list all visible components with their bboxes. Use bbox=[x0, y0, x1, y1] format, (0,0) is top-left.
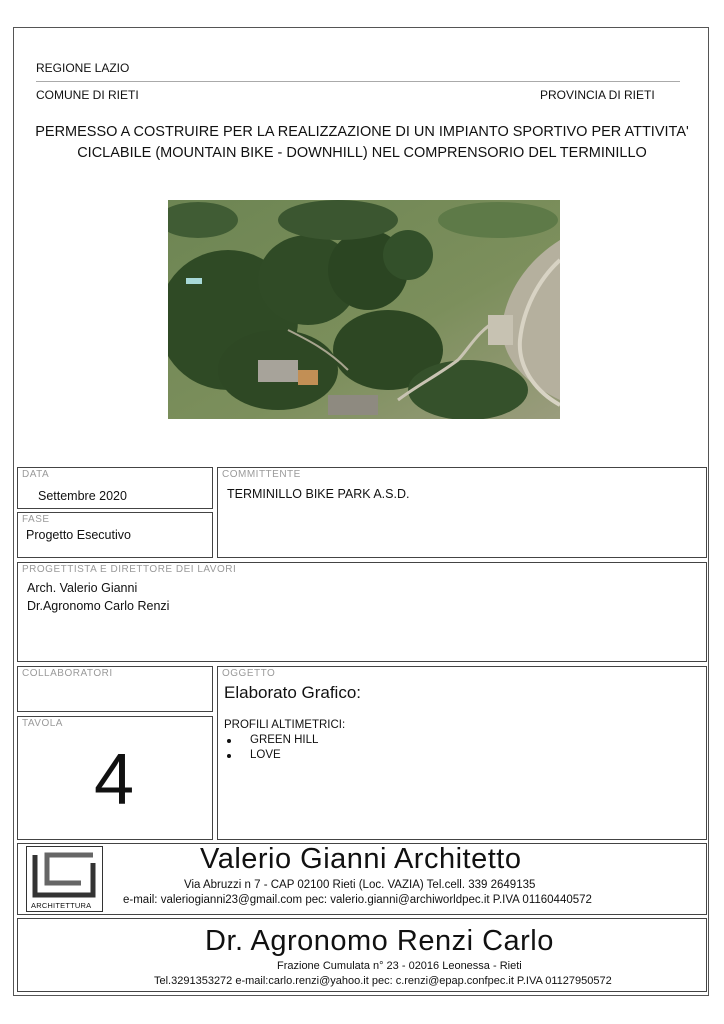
oggetto-item-1: GREEN HILL bbox=[250, 734, 319, 746]
fase-value: Progetto Esecutivo bbox=[26, 528, 131, 542]
agronomist-name: Dr. Agronomo Renzi Carlo bbox=[205, 925, 554, 957]
committente-box bbox=[217, 467, 707, 558]
architect-name: Valerio Gianni Architetto bbox=[200, 843, 522, 875]
agronomist-address: Frazione Cumulata n° 23 - 02016 Leonessa - Rieti bbox=[277, 960, 522, 972]
title-line-2: CICLABILE (MOUNTAIN BIKE - DOWNHILL) NEL COMPRENSORIO DEL TERMINILLO bbox=[77, 145, 647, 161]
architect-contacts: e-mail: valeriogianni23@gmail.com pec: valerio.gianni@archiworldpec.it P.IVA 01160440572 bbox=[123, 894, 592, 906]
header-divider bbox=[36, 81, 680, 82]
comune-label: COMUNE DI RIETI bbox=[36, 88, 139, 102]
architect-address: Via Abruzzi n 7 - CAP 02100 Rieti (Loc. VAZIA) Tel.cell. 339 2649135 bbox=[184, 879, 536, 891]
tavola-label: TAVOLA bbox=[22, 718, 63, 729]
fase-box bbox=[17, 512, 213, 558]
document-title bbox=[20, 122, 704, 164]
region-label: REGIONE LAZIO bbox=[36, 61, 130, 75]
oggetto-subtitle: PROFILI ALTIMETRICI: bbox=[224, 719, 346, 731]
logo-text: ARCHITETTURA bbox=[31, 901, 92, 910]
committente-label: COMMITTENTE bbox=[222, 469, 301, 480]
progettista-name-1: Arch. Valerio Gianni bbox=[27, 581, 138, 595]
oggetto-label: OGGETTO bbox=[222, 668, 276, 679]
bullet-icon bbox=[227, 754, 231, 758]
oggetto-title: Elaborato Grafico: bbox=[224, 683, 362, 702]
data-value: Settembre 2020 bbox=[38, 489, 127, 503]
collaboratori-label: COLLABORATORI bbox=[22, 668, 113, 679]
tavola-number: 4 bbox=[94, 740, 135, 820]
provincia-label: PROVINCIA DI RIETI bbox=[540, 88, 655, 102]
data-box bbox=[17, 467, 213, 509]
progettista-label: PROGETTISTA E DIRETTORE DEI LAVORI bbox=[22, 564, 237, 575]
architettura-logo bbox=[26, 846, 103, 912]
logo-mark-icon bbox=[27, 849, 102, 901]
title-line-1: PERMESSO A COSTRUIRE PER LA REALIZZAZIONE DI UN IMPIANTO SPORTIVO PER ATTIVITA' bbox=[35, 124, 689, 140]
collaboratori-box bbox=[17, 666, 213, 712]
bullet-icon bbox=[227, 739, 231, 743]
agronomist-contacts: Tel.3291353272 e-mail:carlo.renzi@yahoo.it pec: c.renzi@epap.confpec.it P.IVA 01127950572 bbox=[154, 975, 612, 987]
committente-value: TERMINILLO BIKE PARK A.S.D. bbox=[227, 487, 410, 501]
oggetto-item-2: LOVE bbox=[250, 749, 281, 761]
tavola-box bbox=[17, 716, 213, 840]
oggetto-box bbox=[217, 666, 707, 840]
data-label: DATA bbox=[22, 469, 50, 480]
aerial-photo bbox=[168, 200, 560, 419]
fase-label: FASE bbox=[22, 514, 50, 525]
progettista-name-2: Dr.Agronomo Carlo Renzi bbox=[27, 599, 170, 613]
progettista-box bbox=[17, 562, 707, 662]
